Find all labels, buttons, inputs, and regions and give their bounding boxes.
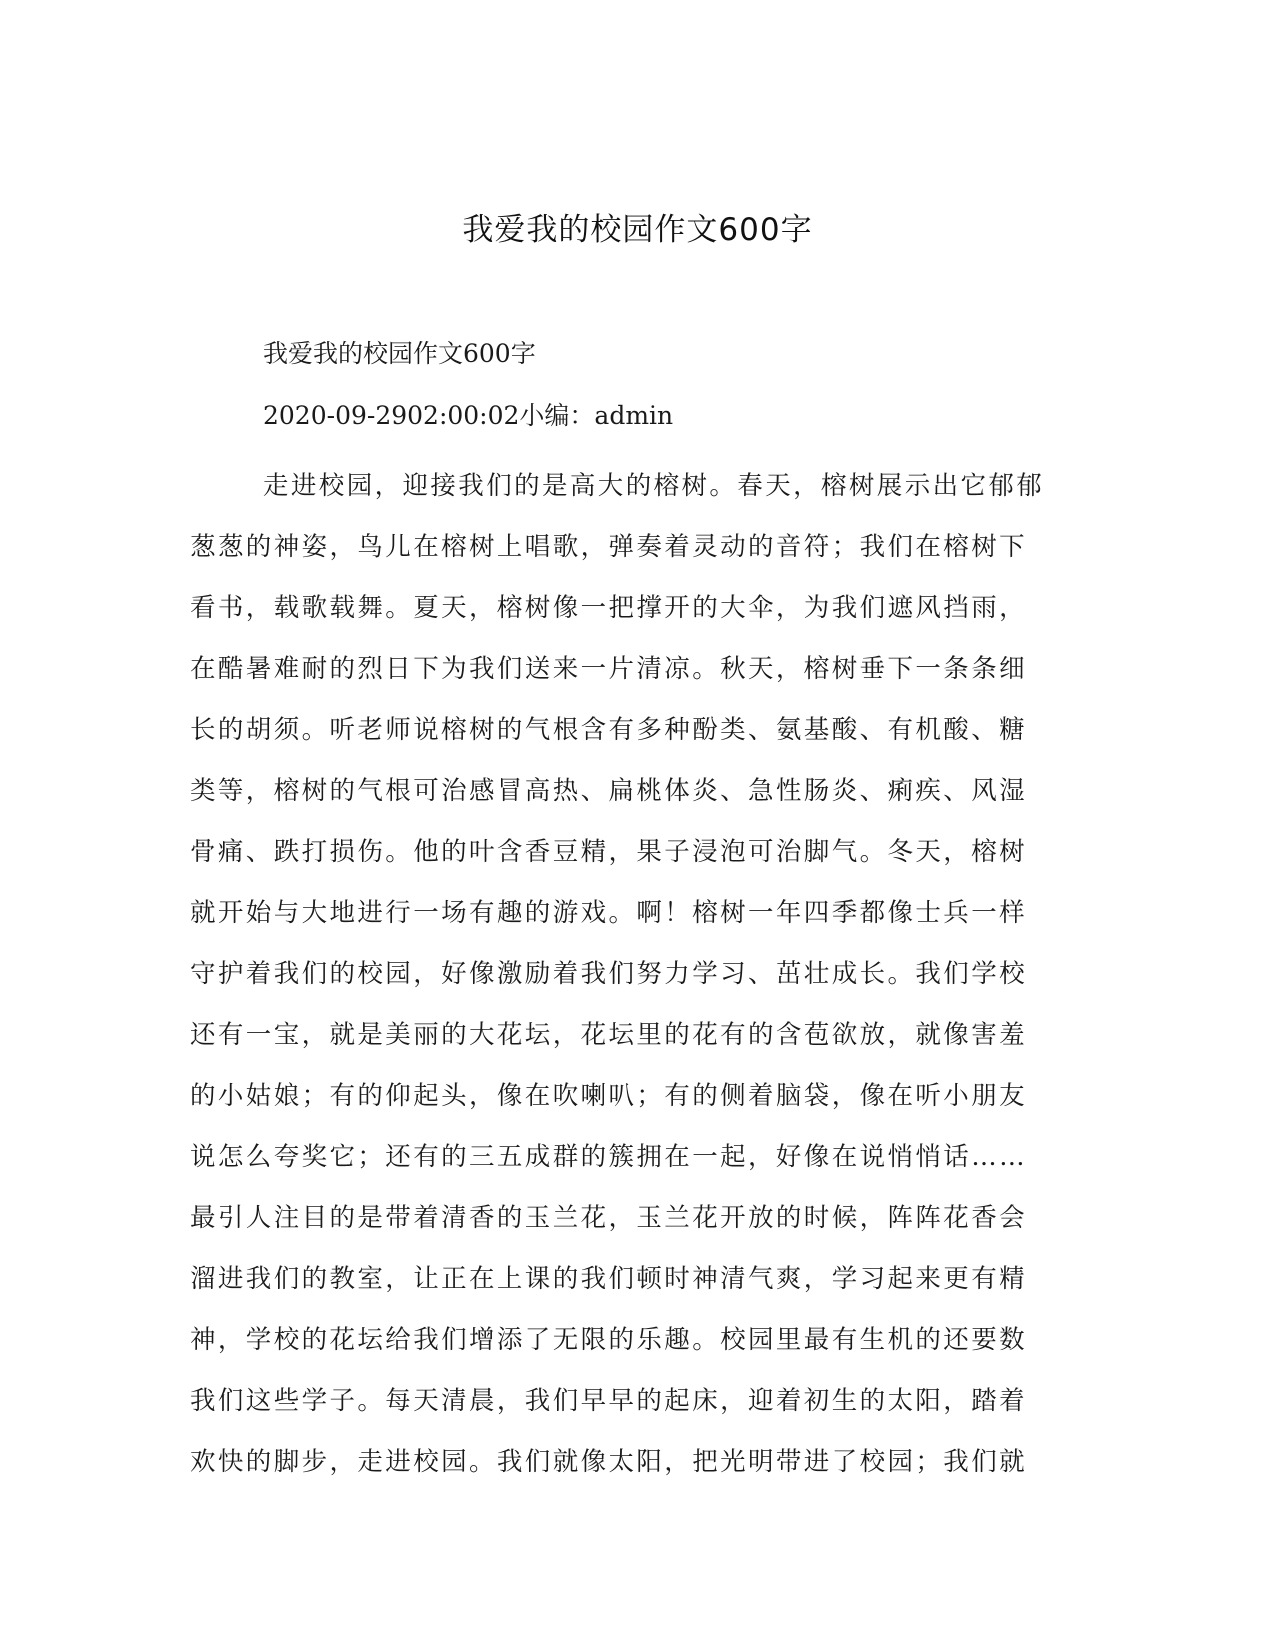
body-line: 欢快的脚步，走进校园。我们就像太阳，把光明带进了校园；我们就 — [190, 1447, 1028, 1477]
article-body — [190, 456, 1080, 1493]
body-line: 溜进我们的教室，让正在上课的我们顿时神清气爽，学习起来更有精 — [190, 1264, 1028, 1294]
body-line: 我们这些学子。每天清晨，我们早早的起床，迎着初生的太阳，踏着 — [190, 1386, 1028, 1416]
body-line: 说怎么夸奖它；还有的三五成群的簇拥在一起，好像在说悄悄话…… — [190, 1142, 1028, 1172]
body-line: 类等，榕树的气根可治感冒高热、扁桃体炎、急性肠炎、痢疾、风湿 — [190, 776, 1028, 806]
body-line: 看书，载歌载舞。夏天，榕树像一把撑开的大伞，为我们遮风挡雨， — [190, 593, 1028, 623]
article-date-author: 2020-09-2902:00:02小编：admin — [263, 401, 674, 430]
body-line: 守护着我们的校园，好像激励着我们努力学习、茁壮成长。我们学校 — [190, 959, 1028, 989]
body-line: 走进校园，迎接我们的是高大的榕树。春天，榕树展示出它郁郁 — [263, 471, 1045, 501]
body-line: 在酷暑难耐的烈日下为我们送来一片清凉。秋天，榕树垂下一条条细 — [190, 654, 1028, 684]
body-line: 骨痛、跌打损伤。他的叶含香豆精，果子浸泡可治脚气。冬天，榕树 — [190, 837, 1028, 867]
body-line: 葱葱的神姿，鸟儿在榕树上唱歌，弹奏着灵动的音符；我们在榕树下 — [190, 532, 1028, 562]
article-subtitle: 我爱我的校园作文600字 — [263, 339, 536, 368]
document-title: 我爱我的校园作文600字 — [462, 212, 813, 248]
body-line: 的小姑娘；有的仰起头，像在吹喇叭；有的侧着脑袋，像在听小朋友 — [190, 1081, 1028, 1111]
body-line: 最引人注目的是带着清香的玉兰花，玉兰花开放的时候，阵阵花香会 — [190, 1203, 1028, 1233]
body-line: 神，学校的花坛给我们增添了无限的乐趣。校园里最有生机的还要数 — [190, 1325, 1028, 1355]
body-line: 还有一宝，就是美丽的大花坛，花坛里的花有的含苞欲放，就像害羞 — [190, 1020, 1028, 1050]
body-line: 就开始与大地进行一场有趣的游戏。啊！榕树一年四季都像士兵一样 — [190, 898, 1028, 928]
body-line: 长的胡须。听老师说榕树的气根含有多种酚类、氨基酸、有机酸、糖 — [190, 715, 1028, 745]
